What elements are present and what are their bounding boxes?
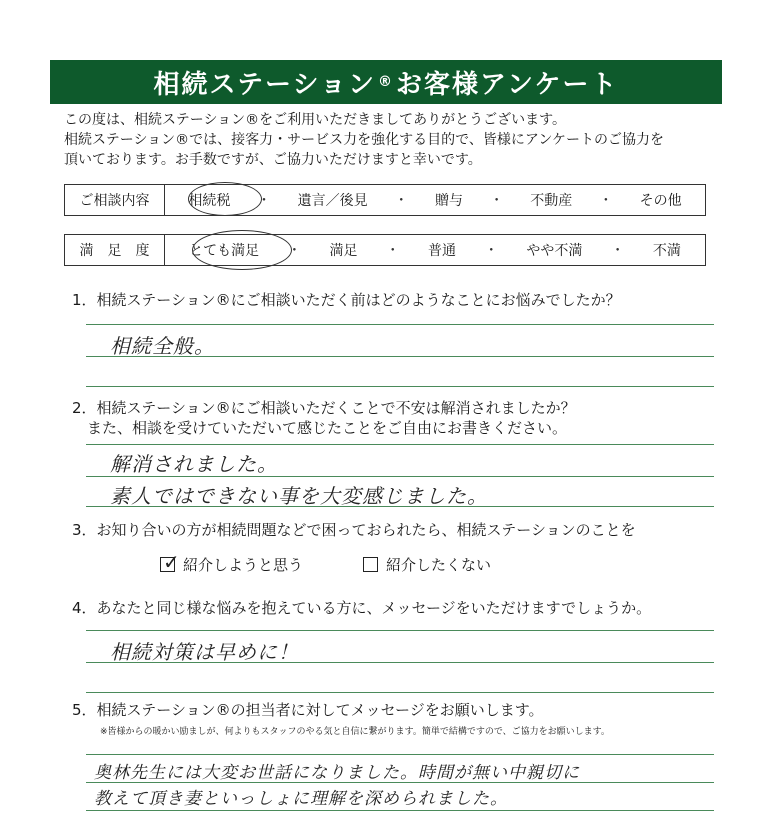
answer-2-handwriting-line2[interactable]: 素人ではできない事を大変感じました。 bbox=[110, 484, 488, 508]
recommend-no-checkbox[interactable] bbox=[363, 554, 491, 575]
intro-line: 相続ステーション®では、接客力・サービス力を強化する目的で、皆様にアンケートのご協力を bbox=[64, 132, 665, 148]
question-4: 4．あなたと同じ様な悩みを抱えている方に、メッセージをいただけますでしょうか。 bbox=[72, 599, 652, 617]
consult-option[interactable]: その他 bbox=[639, 193, 682, 209]
answer-line bbox=[86, 810, 714, 811]
q3-options bbox=[160, 550, 492, 575]
consult-type-label: ご相談内容 bbox=[65, 185, 165, 215]
answer-1-handwriting[interactable]: 相続全般。 bbox=[110, 334, 215, 358]
question-2-line1: 2．相続ステーション®にご相談いただくことで不安は解消されましたか？ bbox=[72, 399, 576, 417]
answer-line bbox=[86, 630, 714, 631]
satisfaction-option[interactable]: とても満足 bbox=[189, 243, 260, 259]
selected-circle-mark bbox=[192, 230, 292, 270]
survey-title bbox=[50, 60, 722, 104]
answer-line bbox=[86, 444, 714, 445]
recommend-yes-label: 紹介しようと思う bbox=[183, 556, 304, 574]
intro-line: 頂いております。お手数ですが、ご協力いただけますと幸いです。 bbox=[64, 152, 482, 168]
question-5: 5．相続ステーション®の担当者に対してメッセージをお願いします。 bbox=[72, 701, 544, 719]
consult-option[interactable]: 贈与 bbox=[434, 193, 463, 209]
question-1: 1．相続ステーション®にご相談いただく前はどのようなことにお悩みでしたか？ bbox=[72, 291, 621, 309]
answer-line bbox=[86, 662, 714, 663]
consult-type-row: ご相談内容 相続税 ・ 遺言／後見 ・ 贈与 ・ 不動産 ・ その他 bbox=[64, 184, 706, 216]
consult-option[interactable]: 不動産 bbox=[530, 193, 573, 209]
consult-option[interactable]: 相続税 bbox=[188, 193, 231, 209]
registered-mark: ® bbox=[378, 74, 394, 90]
check-icon: ✓ bbox=[163, 550, 180, 574]
title-main: 相続ステーション bbox=[153, 69, 376, 100]
question-2-line2: また、相談を受けていただいて感じたことをご自由にお書きください。 bbox=[72, 419, 568, 437]
answer-5-handwriting-line1[interactable]: 奥林先生には大変お世話になりました。時間が無い中親切に bbox=[94, 763, 580, 783]
satisfaction-row: 満 足 度 とても満足 ・ 満足 ・ 普通 ・ やや不満 ・ 不満 bbox=[64, 234, 706, 266]
answer-line bbox=[86, 692, 714, 693]
satisfaction-label: 満 足 度 bbox=[65, 235, 165, 265]
satisfaction-option[interactable]: 満足 bbox=[329, 243, 358, 259]
answer-5-handwriting-line2[interactable]: 教えて頂き妻といっしょに理解を深められました。 bbox=[94, 789, 508, 809]
question-5-note: ※皆様からの暖かい励ましが、何よりもスタッフのやる気と自信に繋がります。簡単で結構ですので、ご協力をお願いします。 bbox=[100, 727, 610, 737]
answer-line bbox=[86, 476, 714, 477]
recommend-yes-checkbox[interactable] bbox=[160, 550, 304, 575]
answer-line bbox=[86, 356, 714, 357]
survey-sheet bbox=[50, 60, 722, 816]
recommend-no-label: 紹介したくない bbox=[386, 556, 492, 574]
satisfaction-option[interactable]: やや不満 bbox=[526, 243, 583, 259]
answer-line bbox=[86, 386, 714, 387]
answer-line bbox=[86, 324, 714, 325]
satisfaction-option[interactable]: 普通 bbox=[427, 243, 456, 259]
answer-2-handwriting-line1[interactable]: 解消されました。 bbox=[110, 452, 278, 476]
checkbox-box bbox=[363, 557, 378, 572]
selected-circle-mark bbox=[188, 182, 262, 216]
consult-option[interactable]: 遺言／後見 bbox=[297, 193, 368, 209]
answer-4-handwriting[interactable]: 相続対策は早めに！ bbox=[110, 640, 299, 664]
answer-line bbox=[86, 754, 714, 755]
intro-text bbox=[64, 110, 714, 170]
question-3: 3．お知り合いの方が相続問題などで困っておられたら、相続ステーションのことを bbox=[72, 521, 636, 539]
answer-line bbox=[86, 506, 714, 507]
satisfaction-option[interactable]: 不満 bbox=[652, 243, 681, 259]
checkbox-box bbox=[160, 550, 180, 574]
title-rest: お客様アンケート bbox=[396, 69, 619, 100]
intro-line: この度は、相続ステーション®をご利用いただきましてありがとうございます。 bbox=[64, 112, 567, 128]
answer-line bbox=[86, 782, 714, 783]
